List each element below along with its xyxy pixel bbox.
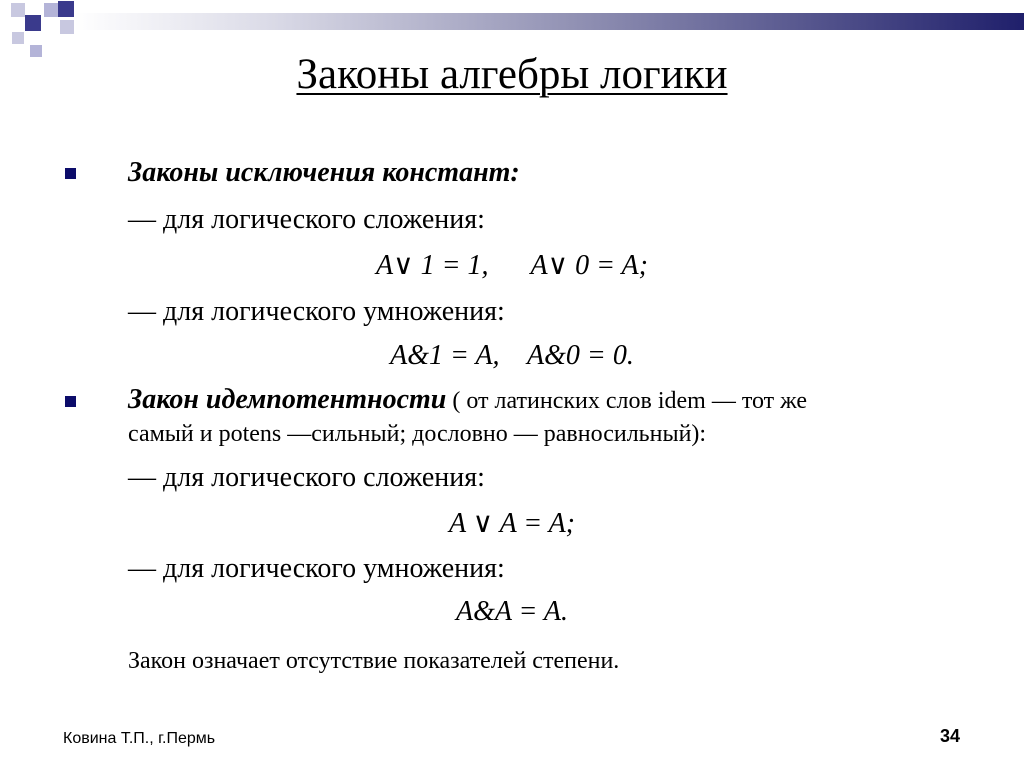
decor-square (11, 3, 25, 17)
conclusion-text: Закон означает отсутствие показателей степени. (128, 648, 620, 674)
section-heading: Законы исключения констант: (128, 157, 520, 188)
addition-label: — для логического сложения: (128, 204, 485, 235)
multiplication-formula: A&1 = A, A&0 = 0. (390, 340, 634, 371)
formula-part: A (448, 508, 466, 539)
multiplication-formula: A&A = A. (456, 596, 568, 627)
section-note-cont: самый и potens —сильный; дословно — равносильный): (128, 421, 707, 447)
decor-square (12, 32, 24, 44)
footer-author: Ковина Т.П., г.Пермь (63, 730, 216, 747)
decor-square (60, 20, 74, 34)
decor-square (44, 3, 58, 17)
slide-title: Законы алгебры логики (296, 51, 728, 98)
formula-part: A (376, 250, 394, 281)
bullet-marker (65, 168, 76, 179)
section-heading: Закон идемпотентности (128, 384, 447, 415)
bullet-marker (65, 396, 76, 407)
or-operator-icon: ∨ (472, 508, 494, 539)
section-note: ( от латинских слов idem — тот же (446, 388, 808, 414)
decor-square (25, 15, 41, 31)
multiplication-label: — для логического умножения: (128, 553, 505, 584)
section-heading-line (128, 384, 807, 416)
formula-part: A = A; (499, 508, 576, 539)
or-operator-icon: ∨ (547, 250, 569, 281)
formula-part: 1 = 1, (420, 250, 489, 281)
header-gradient-bar (74, 13, 1024, 30)
formula-part: A (530, 250, 548, 281)
addition-formula (0, 506, 1024, 540)
page-number: 34 (940, 726, 961, 746)
addition-formula (0, 248, 1024, 282)
addition-label: — для логического сложения: (128, 462, 485, 493)
formula-part: 0 = A; (575, 250, 648, 281)
or-operator-icon: ∨ (393, 250, 414, 281)
decor-square (58, 1, 74, 17)
multiplication-label: — для логического умножения: (128, 296, 505, 327)
